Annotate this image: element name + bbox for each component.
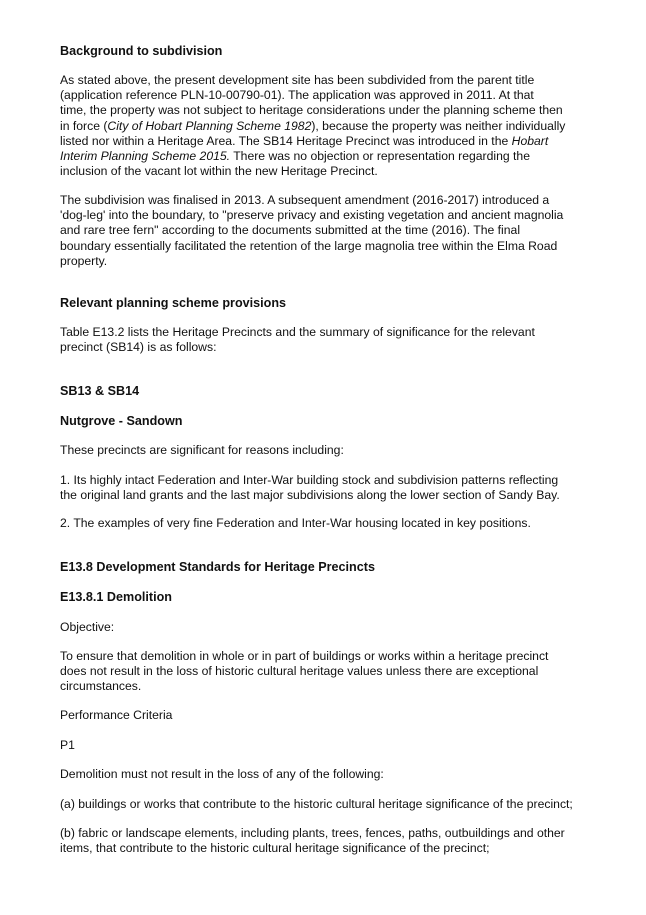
- text-line: Performance Criteria: [60, 708, 173, 722]
- heading-sb13-sb14: SB13 & SB14: [60, 384, 140, 398]
- text-line: (application reference PLN-10-00790-01). The application was approved in 2011. At that: [60, 88, 534, 103]
- heading-e13-8-1: E13.8.1 Demolition: [60, 590, 172, 604]
- text-line: These precincts are significant for reasons including:: [60, 443, 344, 457]
- paragraph-background-2: [60, 193, 620, 269]
- text-line: time, the property was not subject to heritage considerations under the planning scheme then: [60, 103, 563, 118]
- text-line: circumstances.: [60, 679, 142, 694]
- text-line: 1. Its highly intact Federation and Inter-War building stock and subdivision patterns reflecting: [60, 473, 559, 487]
- list-item-a: [60, 797, 620, 812]
- label-performance-criteria: [60, 708, 620, 723]
- paragraph-point-1: [60, 473, 620, 503]
- heading-nutgrove-sandown: Nutgrove - Sandown: [60, 414, 183, 428]
- text-line: inclusion of the vacant lot within the new Heritage Precinct.: [60, 164, 378, 179]
- scheme-title-italic: Hobart: [511, 133, 549, 148]
- text-line: The subdivision was finalised in 2013. A subsequent amendment (2016-2017) introduced a: [60, 193, 550, 207]
- paragraph-planning: [60, 325, 620, 355]
- text-fragment: There was no objection or representation regarding the: [230, 149, 530, 164]
- paragraph-p1: [60, 767, 620, 782]
- label-objective: [60, 620, 620, 635]
- text-line: (a) buildings or works that contribute to the historic cultural heritage significance of the precinct;: [60, 797, 573, 811]
- paragraph-background-1: [60, 73, 620, 179]
- text-line: To ensure that demolition in whole or in part of buildings or works within a heritage precinct: [60, 649, 549, 663]
- heading-background-to-subdivision: Background to subdivision: [60, 44, 223, 58]
- text-line: (b) fabric or landscape elements, including plants, trees, fences, paths, outbuildings and other: [60, 826, 565, 840]
- text-line: 'dog-leg' into the boundary, to "preserve privacy and existing vegetation and ancient magnolia: [60, 208, 564, 223]
- text-line: [60, 119, 620, 134]
- heading-e13-8: E13.8 Development Standards for Heritage Precincts: [60, 560, 375, 574]
- text-line: 2. The examples of very fine Federation and Inter-War housing located in key positions.: [60, 516, 531, 530]
- text-fragment: in force (: [60, 118, 108, 133]
- text-line: [60, 134, 620, 149]
- text-line: Objective:: [60, 620, 115, 634]
- text-line: the original land grants and the last major subdivisions along the lower section of Sandy Bay.: [60, 488, 560, 503]
- text-line: P1: [60, 738, 75, 752]
- scheme-title-italic: City of Hobart Planning Scheme 1982: [107, 118, 312, 133]
- paragraph-point-2: [60, 516, 620, 531]
- text-line: Demolition must not result in the loss of any of the following:: [60, 767, 384, 781]
- text-line: property.: [60, 253, 108, 268]
- scheme-title-italic: Interim Planning Scheme 2015.: [60, 149, 231, 164]
- text-fragment: listed nor within a Heritage Area. The SB14 Heritage Precinct was introduced in the: [60, 133, 512, 148]
- text-line: [60, 149, 620, 164]
- text-fragment: ), because the property was neither individually: [311, 118, 566, 133]
- text-line: precinct (SB14) is as follows:: [60, 340, 217, 355]
- text-line: items, that contribute to the historic cultural heritage significance of the precinct;: [60, 841, 490, 856]
- text-line: does not result in the loss of historic cultural heritage values unless there are exceptional: [60, 664, 539, 679]
- text-line: Table E13.2 lists the Heritage Precincts and the summary of significance for the relevant: [60, 325, 535, 339]
- paragraph-objective: [60, 649, 620, 695]
- heading-planning-provisions: Relevant planning scheme provisions: [60, 296, 287, 310]
- text-line: and rare tree fern" according to the documents submitted at the time (2016). The final: [60, 223, 521, 238]
- text-line: boundary essentially facilitated the retention of the large magnolia tree within the Elma Road: [60, 238, 558, 253]
- text-line: As stated above, the present development site has been subdivided from the parent title: [60, 73, 535, 87]
- paragraph-precinct-intro: [60, 443, 620, 458]
- label-p1: [60, 738, 620, 753]
- list-item-b: [60, 826, 620, 856]
